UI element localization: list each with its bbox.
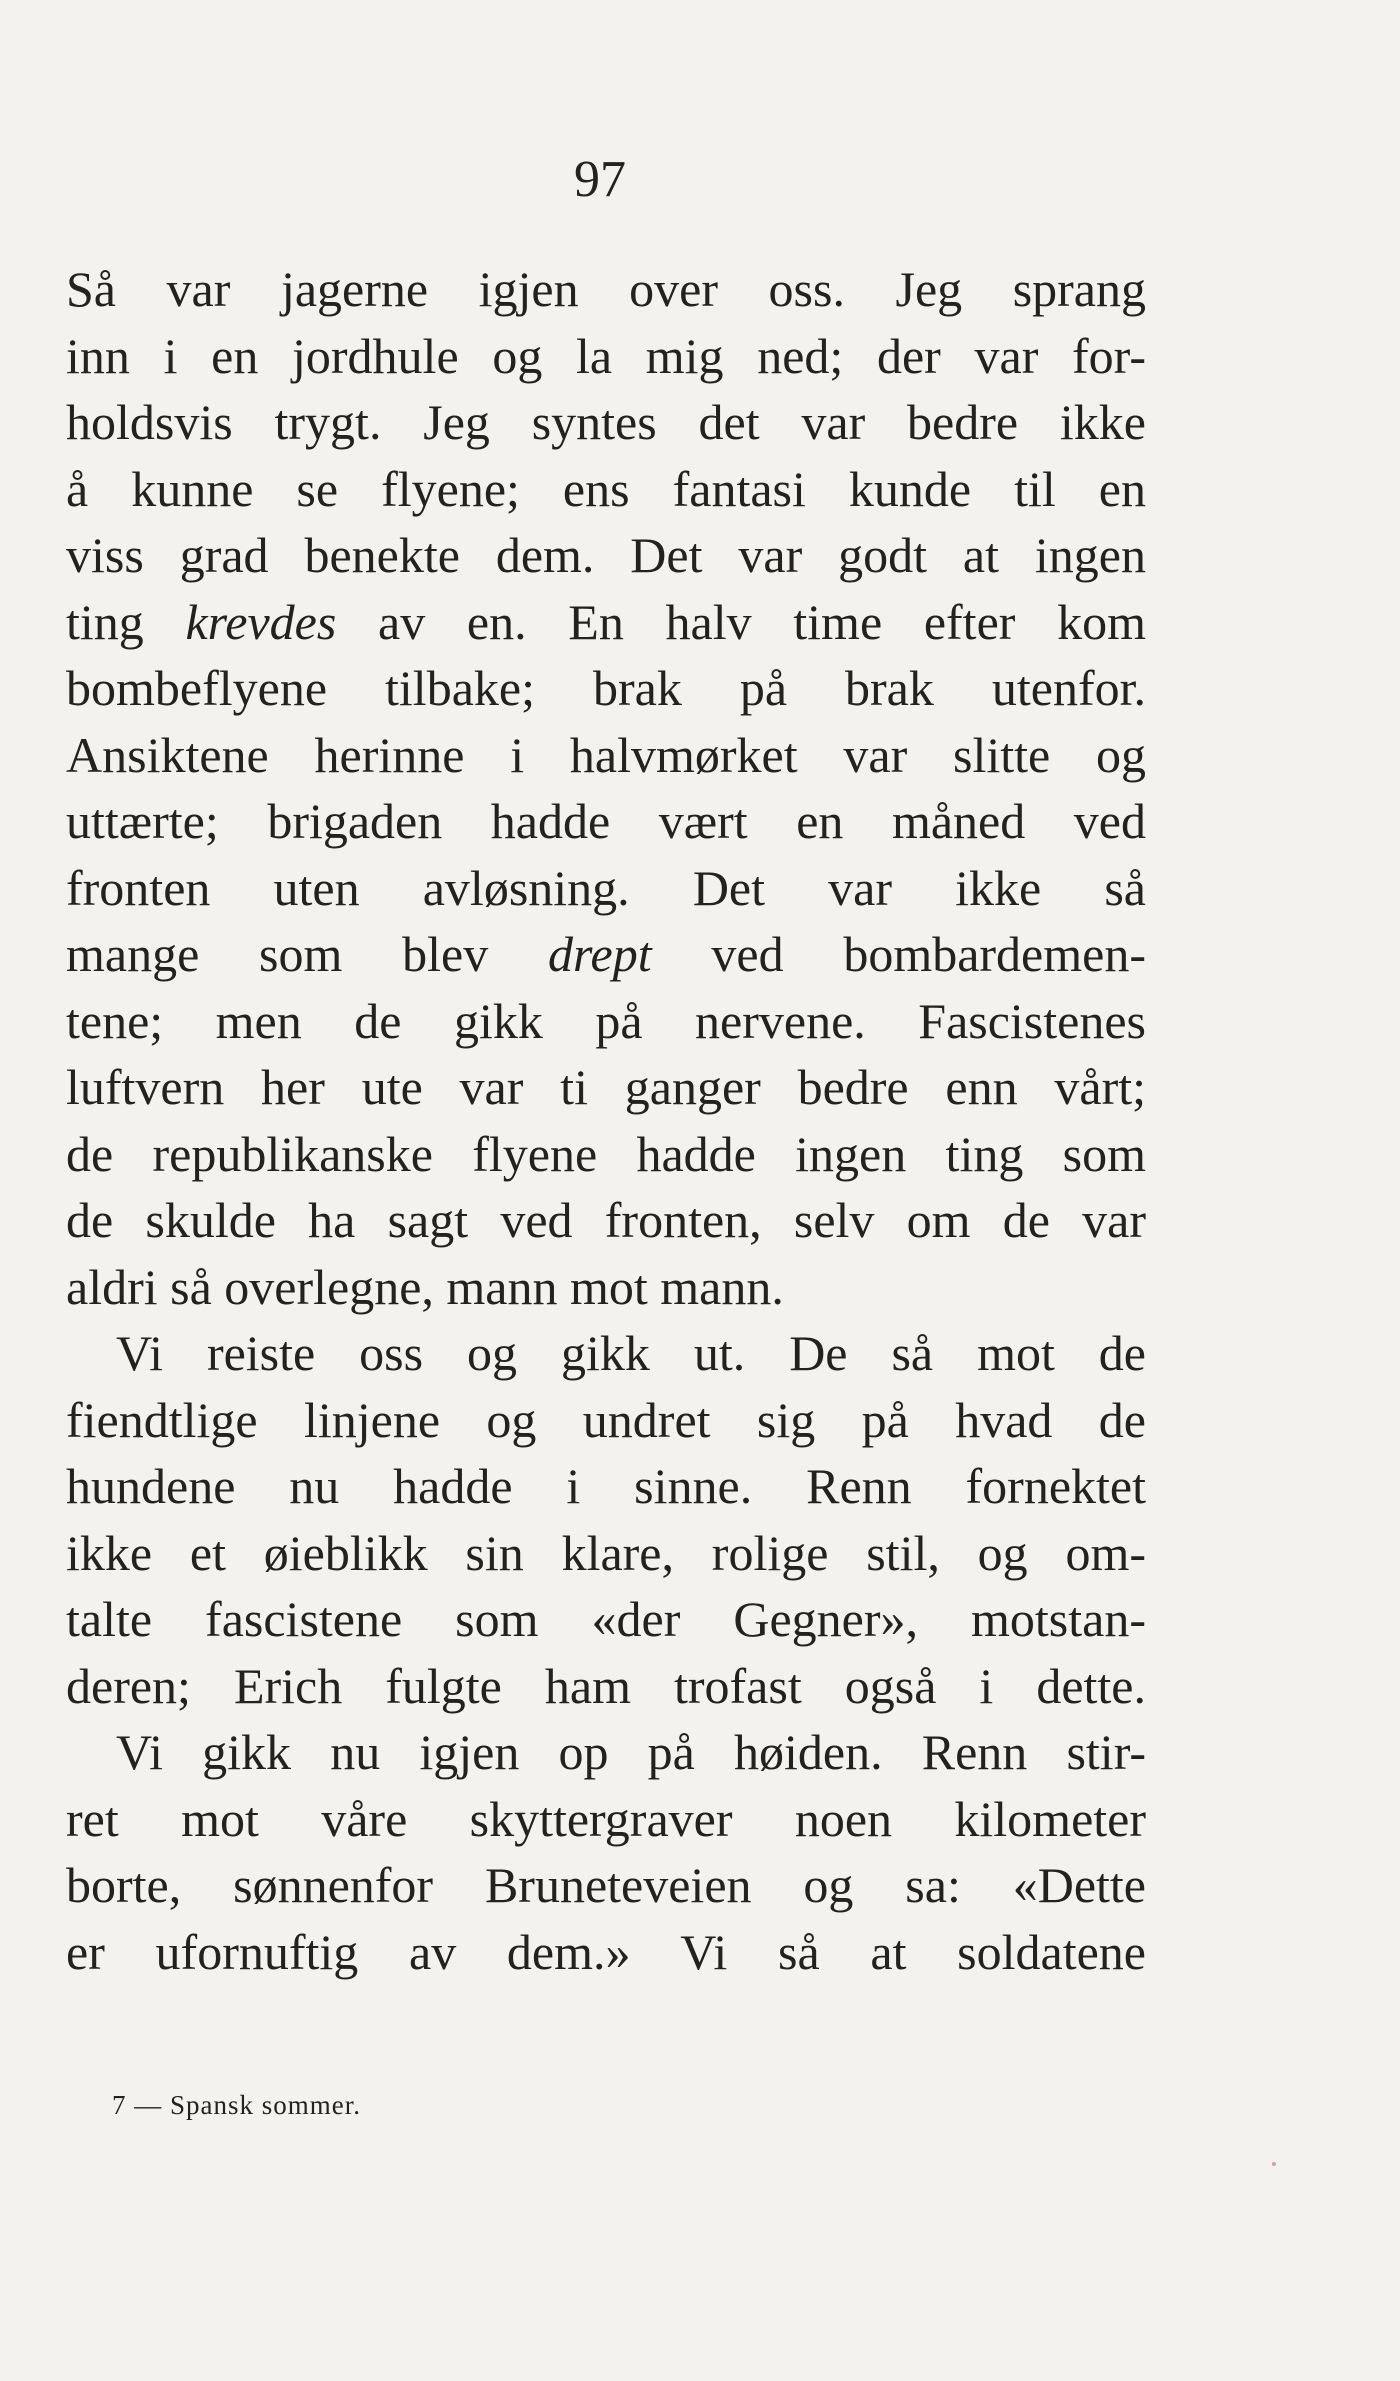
- italic-word: drept: [547, 926, 652, 982]
- print-speck: [1272, 2162, 1276, 2166]
- text-line: luftvern her ute var ti ganger bedre enn vårt;: [66, 1059, 1146, 1115]
- text-line: å kunne se flyene; ens fantasi kunde til en: [66, 460, 1146, 517]
- text-line: aldri så overlegne, mann mot mann.: [66, 1258, 784, 1315]
- text-line: Vi gikk nu igjen op på høiden. Renn stir-: [116, 1724, 1146, 1780]
- text-line: [66, 921, 1146, 988]
- signature-footer: 7 — Spansk sommer.: [112, 2090, 362, 2120]
- text-segment: mange som blev: [66, 926, 548, 982]
- text-line: uttærte; brigaden hadde vært en måned ved: [66, 793, 1146, 849]
- text-segment: ting: [66, 593, 186, 650]
- text-line: [66, 589, 1146, 656]
- text-line: Ansiktene herinne i halvmørket var slitte og: [66, 726, 1146, 783]
- page-number: 97: [574, 151, 626, 208]
- text-line: hundene nu hadde i sinne. Renn fornektet: [66, 1458, 1146, 1514]
- text-line: ikke et øieblikk sin klare, rolige stil, og om-: [66, 1524, 1146, 1581]
- text-line: Så var jagerne igjen over oss. Jeg sprang: [66, 261, 1146, 317]
- italic-word: krevdes: [185, 593, 337, 650]
- text-line: talte fascistene som «der Gegner», motstan-: [66, 1591, 1146, 1647]
- text-line: holdsvis trygt. Jeg syntes det var bedre ikke: [66, 394, 1146, 450]
- text-line: borte, sønnenfor Bruneteveien og sa: «Dette: [66, 1857, 1146, 1913]
- text-line: deren; Erich fulgte ham trofast også i dette.: [66, 1657, 1146, 1714]
- text-line: inn i en jordhule og la mig ned; der var for-: [66, 327, 1146, 384]
- text-segment: av en. En halv time efter kom: [336, 593, 1146, 650]
- text-line: Vi reiste oss og gikk ut. De så mot de: [116, 1325, 1146, 1381]
- text-line: de skulde ha sagt ved fronten, selv om de var: [66, 1192, 1146, 1248]
- text-line: viss grad benekte dem. Det var godt at ingen: [66, 527, 1146, 583]
- text-line: fronten uten avløsning. Det var ikke så: [66, 859, 1146, 916]
- text-line: de republikanske flyene hadde ingen ting som: [66, 1125, 1146, 1182]
- body-text: [66, 256, 1146, 1985]
- text-line: ret mot våre skyttergraver noen kilometer: [66, 1790, 1146, 1847]
- text-segment: ved bombardemen-: [651, 926, 1146, 982]
- text-line: tene; men de gikk på nervene. Fascistenes: [66, 992, 1146, 1049]
- text-line: er ufornuftig av dem.» Vi så at soldatene: [66, 1923, 1146, 1980]
- text-line: fiendtlige linjene og undret sig på hvad de: [66, 1391, 1146, 1448]
- text-line: bombeflyene tilbake; brak på brak utenfor.: [66, 660, 1146, 716]
